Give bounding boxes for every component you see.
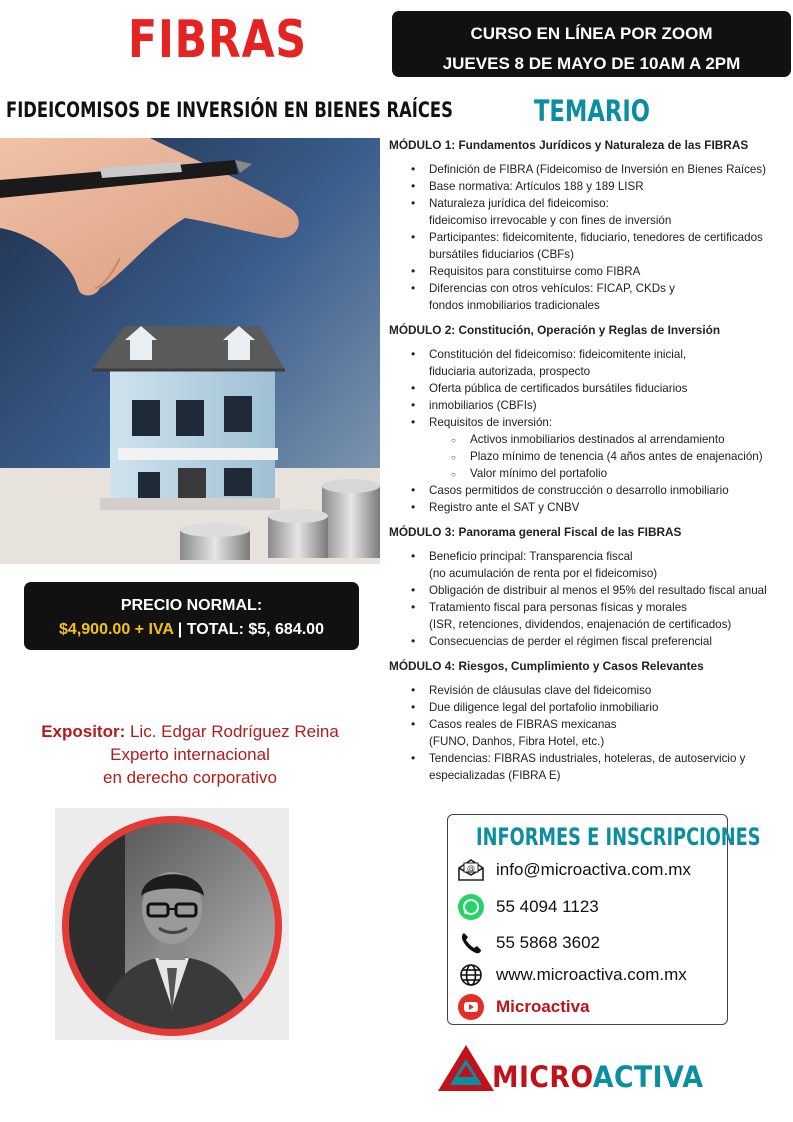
speaker-photo [55, 808, 289, 1040]
module-topic [389, 599, 793, 633]
topic-line: • Definición de FIBRA (Fideicomiso de Inversión en Bienes Raíces) [429, 163, 767, 176]
module-title: MÓDULO 2: Constitución, Operación y Reglas de Inversión [389, 323, 721, 337]
module-topic [389, 229, 793, 263]
contact-box [447, 814, 761, 1025]
speaker-name: Lic. Edgar Rodríguez Reina [125, 722, 339, 741]
logo-wordmark [492, 1060, 703, 1094]
module-topic [389, 195, 793, 229]
module-topic [389, 716, 793, 750]
topic-line: bursátiles fiduciarios (CBFs) [429, 248, 574, 261]
module-topic [389, 397, 793, 414]
youtube-icon [456, 992, 486, 1022]
course-date: JUEVES 8 DE MAYO DE 10AM A 2PM [442, 54, 741, 73]
topic-line: • Oferta pública de certificados bursátiles fiduciarios [429, 382, 688, 395]
logo-part-1: MICRO [492, 1060, 593, 1094]
topic-line: ○ Plazo mínimo de tenencia (4 años antes de enajenación) [470, 450, 763, 463]
module-topic [389, 582, 793, 599]
phone-icon [456, 928, 486, 958]
logo-triangle-icon [436, 1043, 496, 1095]
module-4 [389, 658, 793, 784]
topic-line: • Obligación de distribuir al menos el 95% del resultado fiscal anual [429, 584, 767, 597]
svg-text:@: @ [467, 864, 475, 873]
topic-line: fiduciaria autorizada, prospecto [429, 365, 591, 378]
module-subtopic [389, 431, 793, 448]
topic-line: • Naturaleza jurídica del fideicomiso: [429, 197, 609, 210]
module-topic [389, 633, 793, 650]
price-label: PRECIO NORMAL: [120, 597, 263, 614]
topic-line: • Requisitos de inversión: [429, 416, 553, 429]
module-2 [389, 322, 793, 516]
topic-line: • Revisión de cláusulas clave del fideicomiso [429, 684, 652, 697]
temario-modules [389, 137, 793, 792]
module-topics [389, 346, 793, 516]
module-3 [389, 524, 793, 650]
module-topic [389, 380, 793, 397]
topic-line: • inmobiliarios (CBFIs) [429, 399, 537, 412]
module-topic [389, 482, 793, 499]
price-line [24, 618, 359, 642]
speaker-line [0, 720, 380, 743]
topic-line: • Tratamiento fiscal para personas físicas y morales [429, 601, 687, 614]
topic-line: • Registro ante el SAT y CNBV [429, 501, 580, 514]
topic-line: • Tendencias: FIBRAS industriales, hoteleras, de autoservicio y [429, 752, 746, 765]
globe-icon [456, 960, 486, 990]
course-info-box [392, 11, 791, 77]
module-topic [389, 682, 793, 699]
topic-line: (no acumulación de renta por el fideicomiso) [429, 567, 658, 580]
temario-heading: TEMARIO [534, 94, 650, 128]
module-topic [389, 750, 793, 784]
module-topic [389, 263, 793, 280]
topic-line: fondos inmobiliarios tradicionales [429, 299, 600, 312]
email-icon [456, 855, 486, 885]
topic-line: • Requisitos para constituirse como FIBRA [429, 265, 641, 278]
topic-line: • Diferencias con otros vehículos: FICAP, CKDs y [429, 282, 675, 295]
module-subtopic [389, 448, 793, 465]
youtube-row[interactable] [456, 992, 590, 1022]
logo-part-2: ACTIVA [592, 1060, 704, 1094]
price-amount: $4,900.00 + IVA [59, 621, 174, 638]
price-separator: | [173, 621, 187, 638]
whatsapp-number[interactable]: 55 4094 1123 [496, 897, 599, 916]
topic-line: ○ Valor mínimo del portafolio [470, 467, 608, 480]
topic-line: • Due diligence legal del portafolio inmobiliario [429, 701, 659, 714]
phone-number[interactable]: 55 5868 3602 [496, 933, 600, 952]
module-topics [389, 682, 793, 784]
course-mode: CURSO EN LÍNEA POR ZOOM [470, 24, 713, 43]
website-row[interactable] [456, 960, 687, 990]
module-subtopic [389, 465, 793, 482]
whatsapp-row[interactable] [456, 892, 599, 922]
contact-title: INFORMES E INSCRIPCIONES [476, 823, 761, 851]
house-hero-image [0, 138, 380, 564]
topic-line: (FUNO, Danhos, Fibra Hotel, etc.) [429, 735, 605, 748]
module-topic [389, 280, 793, 314]
email-row[interactable] [456, 855, 691, 885]
whatsapp-icon [456, 892, 486, 922]
module-topics [389, 548, 793, 650]
topic-line: especializadas (FIBRA E) [429, 769, 561, 782]
module-title: MÓDULO 4: Riesgos, Cumplimiento y Casos Relevantes [389, 659, 704, 673]
topic-line: • Casos reales de FIBRAS mexicanas [429, 718, 617, 731]
module-title: MÓDULO 3: Panorama general Fiscal de las FIBRAS [389, 525, 682, 539]
email-text[interactable]: info@microactiva.com.mx [496, 860, 691, 879]
topic-line: • Casos permitidos de construcción o desarrollo inmobiliario [429, 484, 729, 497]
module-title: MÓDULO 1: Fundamentos Jurídicos y Naturaleza de las FIBRAS [389, 138, 749, 152]
microactiva-logo [436, 1043, 756, 1095]
youtube-channel[interactable]: Microactiva [496, 997, 590, 1016]
topic-line: fideicomiso irrevocable y con fines de inversión [429, 214, 672, 227]
topic-line: • Base normativa: Artículos 188 y 189 LISR [429, 180, 644, 193]
topic-line: ○ Activos inmobiliarios destinados al arrendamiento [470, 433, 725, 446]
module-topic [389, 414, 793, 431]
website-url[interactable]: www.microactiva.com.mx [496, 965, 687, 984]
speaker-info [0, 720, 380, 789]
module-topic [389, 161, 793, 178]
module-topic [389, 346, 793, 380]
module-topics [389, 161, 793, 314]
topic-line: • Constitución del fideicomiso: fideicomitente inicial, [429, 348, 687, 361]
topic-line: • Beneficio principal: Transparencia fiscal [429, 550, 633, 563]
module-topic [389, 548, 793, 582]
topic-line: • Participantes: fideicomitente, fiduciario, tenedores de certificados [429, 231, 763, 244]
module-1 [389, 137, 793, 314]
price-box [24, 582, 359, 650]
speaker-label: Expositor: [41, 722, 126, 741]
speaker-title-2: en derecho corporativo [103, 768, 277, 787]
price-total: TOTAL: $5, 684.00 [186, 621, 324, 638]
module-topic [389, 178, 793, 195]
phone-row[interactable] [456, 928, 600, 958]
topic-line: (ISR, retenciones, dividendos, enajenación de certificados) [429, 618, 732, 631]
topic-line: • Consecuencias de perder el régimen fiscal preferencial [429, 635, 712, 648]
page-subtitle: FIDEICOMISOS DE INVERSIÓN EN BIENES RAÍCES [6, 98, 453, 122]
speaker-title-1: Experto internacional [110, 745, 270, 764]
page-title: FIBRAS [128, 10, 307, 70]
module-topic [389, 499, 793, 516]
module-topic [389, 699, 793, 716]
